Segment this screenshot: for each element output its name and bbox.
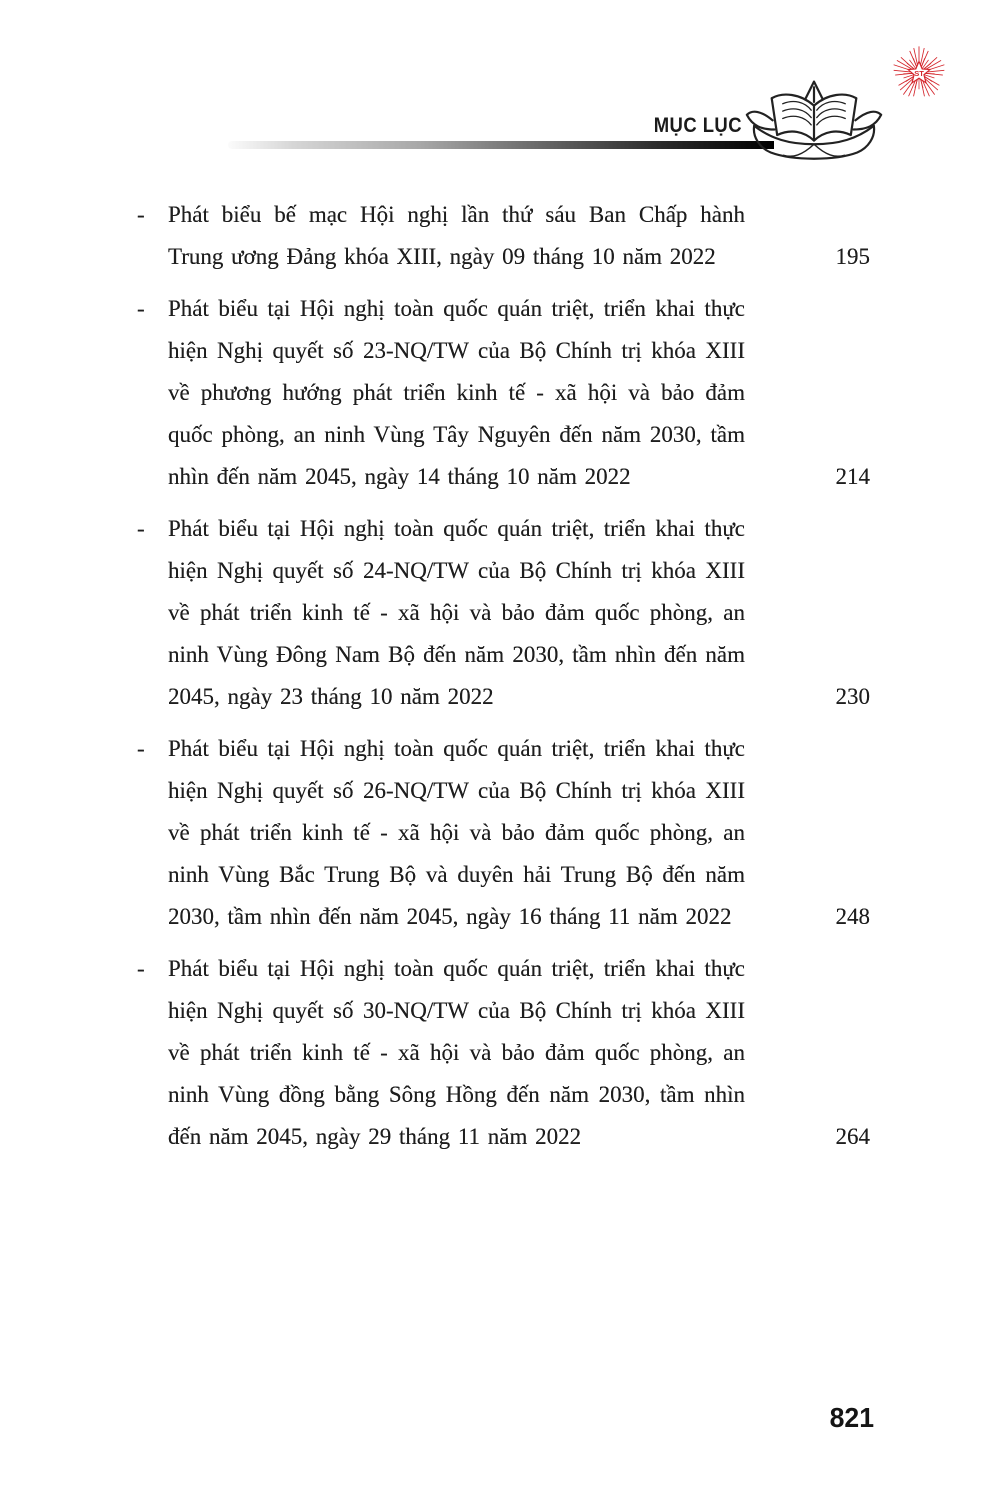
entry-page-number: 264 [835, 1124, 870, 1149]
toc-entry [137, 948, 870, 1158]
entry-text: Phát biểu bế mạc Hội nghị lần thứ sáu Ban Chấp hành Trung ương Đảng khóa XIII, ngày 09 tháng 10 năm 2022 [168, 202, 745, 269]
book-lotus-icon [740, 78, 888, 170]
entry-text: Phát biểu tại Hội nghị toàn quốc quán triệt, triển khai thực hiện Nghị quyết số 24-NQ/TW của Bộ Chính trị khóa XIII về phát triển kinh tế - xã hội và bảo đảm quốc phòng, an ninh Vùng Đông Nam Bộ đến năm 2030, tầm nhìn đến năm 2045, ngày 23 tháng 10 năm 2022 [168, 516, 745, 709]
entry-dash: - [137, 202, 145, 227]
entry-page-number: 248 [835, 904, 870, 929]
logo-initials: ST [914, 68, 924, 78]
entry-page-number: 195 [835, 244, 870, 269]
entry-dash: - [137, 296, 145, 321]
folio-page-number: 821 [829, 1402, 874, 1433]
header-divider [228, 141, 774, 149]
entry-text: Phát biểu tại Hội nghị toàn quốc quán triệt, triển khai thực hiện Nghị quyết số 26-NQ/TW của Bộ Chính trị khóa XIII về phát triển kinh tế - xã hội và bảo đảm quốc phòng, an ninh Vùng Bắc Trung Bộ và duyên hải Trung Bộ đến năm 2030, tầm nhìn đến năm 2045, ngày 16 tháng 11 năm 2022 [168, 736, 745, 929]
page-title: MỤC LỤC [653, 114, 742, 137]
toc-entry [137, 288, 870, 498]
entry-dash: - [137, 516, 145, 541]
entry-text: Phát biểu tại Hội nghị toàn quốc quán triệt, triển khai thực hiện Nghị quyết số 30-NQ/TW của Bộ Chính trị khóa XIII về phát triển kinh tế - xã hội và bảo đảm quốc phòng, an ninh Vùng đồng bằng Sông Hồng đến năm 2030, tầm nhìn đến năm 2045, ngày 29 tháng 11 năm 2022 [168, 956, 745, 1149]
toc-entry [137, 728, 870, 938]
entry-page-number: 214 [835, 464, 870, 489]
toc-entry [137, 194, 870, 278]
publisher-star-logo [889, 44, 949, 102]
toc-entry [137, 508, 870, 718]
entry-text: Phát biểu tại Hội nghị toàn quốc quán triệt, triển khai thực hiện Nghị quyết số 23-NQ/TW của Bộ Chính trị khóa XIII về phương hướng phát triển kinh tế - xã hội và bảo đảm quốc phòng, an ninh Vùng Tây Nguyên đến năm 2030, tầm nhìn đến năm 2045, ngày 14 tháng 10 năm 2022 [168, 296, 745, 489]
entry-dash: - [137, 956, 145, 981]
entry-page-number: 230 [835, 684, 870, 709]
toc-list [137, 194, 870, 1168]
entry-dash: - [137, 736, 145, 761]
